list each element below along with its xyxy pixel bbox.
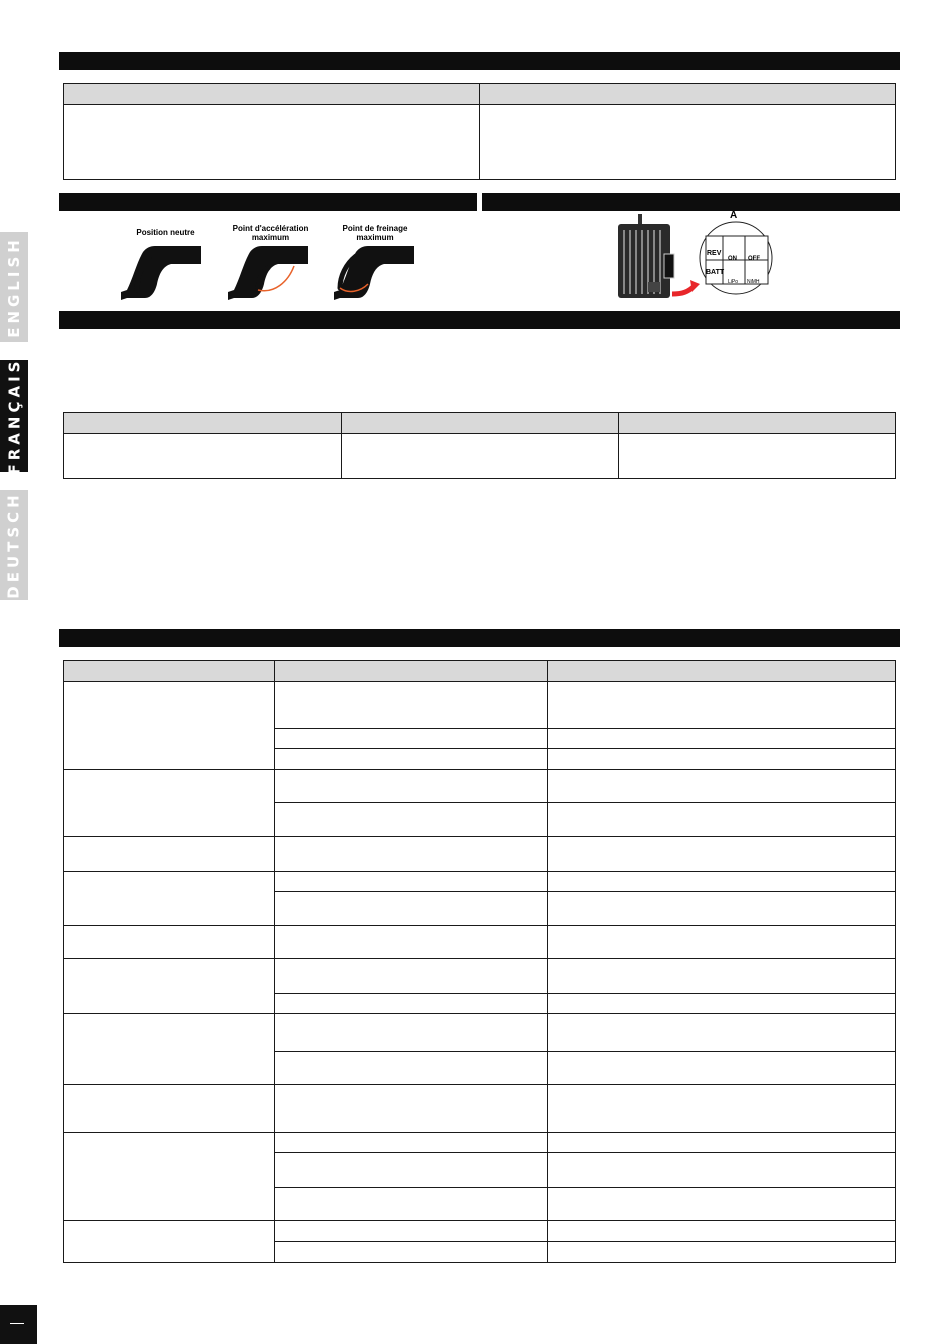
spec-table-1 [63, 83, 896, 180]
table-cell [275, 1221, 548, 1242]
table-cell [548, 682, 896, 729]
table-cell [275, 1133, 548, 1153]
spec-table-1-header-cell [64, 84, 480, 105]
esc-switch-marker: A [730, 210, 738, 221]
section-header-bar-1 [59, 52, 900, 70]
table-cell [275, 837, 548, 872]
table-cell [275, 959, 548, 994]
troubleshooting-problem-cell [64, 682, 275, 770]
troubleshooting-problem-cell [64, 959, 275, 1014]
troubleshooting-table [63, 660, 896, 1263]
table-cell [548, 1052, 896, 1085]
table-cell [275, 1153, 548, 1188]
table-cell [275, 872, 548, 892]
spec-table-3-cell [64, 434, 342, 479]
table-cell [275, 682, 548, 729]
language-tab-english-label: ENGLISH [5, 236, 24, 338]
section-header-bar-trigger [59, 193, 477, 211]
language-tab-deutsch[interactable] [0, 490, 28, 600]
table-cell [275, 994, 548, 1014]
esc-nimh-label: NiMH [747, 279, 760, 285]
troubleshooting-header-cell [64, 661, 275, 682]
troubleshooting-problem-cell [64, 1014, 275, 1085]
spec-table-3-header-cell [619, 413, 896, 434]
spec-table-3-cell [619, 434, 896, 479]
section-header-bar-4 [59, 629, 900, 647]
language-tab-francais[interactable] [0, 357, 28, 475]
esc-lipo-label: LiPo [728, 279, 739, 285]
table-cell [548, 1014, 896, 1052]
table-cell [275, 1242, 548, 1263]
spec-table-1-cell [64, 105, 480, 180]
table-cell [548, 1133, 896, 1153]
table-cell [275, 770, 548, 803]
table-cell [275, 926, 548, 959]
table-cell [275, 1188, 548, 1221]
spec-table-1-header-cell [480, 84, 896, 105]
table-cell [548, 1242, 896, 1263]
table-cell [548, 872, 896, 892]
trigger-neutral-illustration [115, 238, 210, 302]
trigger-accel-label: Point d'accélération maximum [232, 224, 309, 242]
trigger-brake-label: Point de freinage maximum [342, 224, 408, 242]
language-tab-deutsch-label: DEUTSCH [5, 491, 24, 599]
table-cell [275, 892, 548, 926]
table-cell [548, 1221, 896, 1242]
troubleshooting-problem-cell [64, 1133, 275, 1221]
table-cell [548, 749, 896, 770]
spec-table-1-cell [480, 105, 896, 180]
section-header-bar-switch [482, 193, 900, 211]
table-cell [548, 770, 896, 803]
trigger-brake-illustration [328, 238, 423, 302]
troubleshooting-problem-cell [64, 837, 275, 872]
table-cell [275, 803, 548, 837]
spec-table-3-header-cell [342, 413, 619, 434]
esc-rev-label: REV [707, 250, 722, 257]
table-cell [275, 1085, 548, 1133]
section-header-bar-3 [59, 311, 900, 329]
table-cell [275, 749, 548, 770]
table-cell [548, 729, 896, 749]
troubleshooting-problem-cell [64, 1085, 275, 1133]
language-tab-francais-label: FRANÇAIS [5, 357, 23, 475]
troubleshooting-problem-cell [64, 1221, 275, 1263]
table-cell [548, 1153, 896, 1188]
table-cell [275, 1014, 548, 1052]
spec-table-3-header-cell [64, 413, 342, 434]
troubleshooting-problem-cell [64, 926, 275, 959]
table-cell [548, 1085, 896, 1133]
language-tab-english[interactable] [0, 232, 28, 342]
trigger-neutral-label: Position neutre [136, 228, 195, 237]
trigger-accel-illustration [222, 238, 317, 302]
table-cell [275, 729, 548, 749]
esc-on-label: ON [728, 256, 737, 262]
page-number-dash [10, 1323, 24, 1324]
page-number-tab [0, 1305, 37, 1344]
spec-table-3-cell [342, 434, 619, 479]
troubleshooting-problem-cell [64, 770, 275, 837]
spec-table-3 [63, 412, 896, 479]
table-cell [548, 837, 896, 872]
table-cell [548, 994, 896, 1014]
table-cell [548, 959, 896, 994]
troubleshooting-header-cell [548, 661, 896, 682]
table-cell [548, 892, 896, 926]
table-cell [548, 803, 896, 837]
troubleshooting-header-cell [275, 661, 548, 682]
esc-batt-label: BATT [706, 269, 725, 276]
troubleshooting-problem-cell [64, 872, 275, 926]
table-cell [548, 1188, 896, 1221]
esc-off-label: OFF [748, 256, 760, 262]
table-cell [548, 926, 896, 959]
table-cell [275, 1052, 548, 1085]
